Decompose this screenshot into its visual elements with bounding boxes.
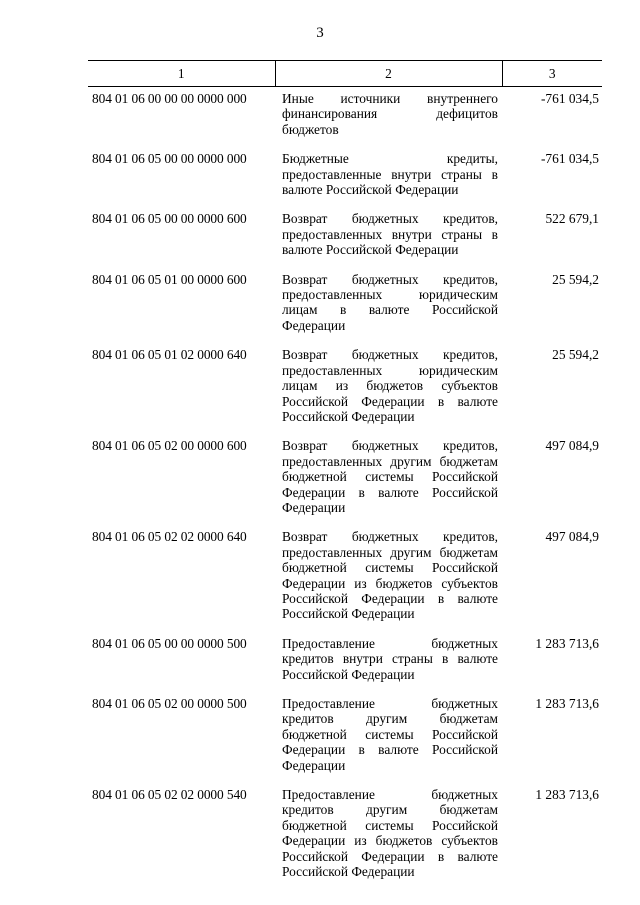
table-row xyxy=(88,693,602,784)
row-name: Возврат бюджетных кредитов, предоставленных юридическим лицам из бюджетов субъектов Российской Федерации в валюте Российской Федерации xyxy=(282,347,498,424)
row-code: 804 01 06 05 02 00 0000 600 xyxy=(92,438,247,454)
row-name: Предоставление бюджетных кредитов внутри страны в валюте Российской Федерации xyxy=(282,635,498,682)
row-amount: 522 679,1 xyxy=(545,211,599,227)
table-row xyxy=(88,784,602,890)
row-amount: 1 283 713,6 xyxy=(535,696,599,711)
row-amount: 1 283 713,6 xyxy=(535,787,599,803)
sources-table xyxy=(88,60,602,890)
table-row xyxy=(88,344,602,435)
header-code: 1 xyxy=(88,61,275,87)
row-code: 804 01 06 05 00 00 0000 500 xyxy=(92,635,247,651)
table-row xyxy=(88,435,602,526)
row-amount: 25 594,2 xyxy=(552,271,599,287)
row-code: 804 01 06 05 02 02 0000 540 xyxy=(92,787,247,803)
table-row xyxy=(88,148,602,208)
row-name: Предоставление бюджетных кредитов другим бюджетам бюджетной системы Российской Федерации в валюте Российской Федерации xyxy=(282,696,498,773)
header-name: 2 xyxy=(275,61,502,87)
row-amount: 25 594,2 xyxy=(552,347,599,363)
table-row xyxy=(88,633,602,693)
table-row xyxy=(88,87,602,149)
header-amount: 3 xyxy=(502,61,602,87)
page-number: 3 xyxy=(316,25,324,41)
row-code: 804 01 06 05 02 00 0000 500 xyxy=(92,696,247,711)
row-amount: 497 084,9 xyxy=(545,438,599,454)
row-name: Иные источники внутреннего финансирования дефицитов бюджетов xyxy=(282,91,498,137)
row-code: 804 01 06 00 00 00 0000 000 xyxy=(92,91,247,106)
table-row xyxy=(88,208,602,268)
row-code: 804 01 06 05 01 00 0000 600 xyxy=(92,271,247,287)
row-name: Возврат бюджетных кредитов, предоставленных другим бюджетам бюджетной системы Российской Федерации в валюте Российской Федерации xyxy=(282,438,498,515)
row-code: 804 01 06 05 02 02 0000 640 xyxy=(92,529,247,545)
row-name: Возврат бюджетных кредитов, предоставленных внутри страны в валюте Российской Федерации xyxy=(282,211,498,258)
row-amount: 1 283 713,6 xyxy=(535,635,599,651)
row-amount: 497 084,9 xyxy=(545,529,599,545)
row-code: 804 01 06 05 00 00 0000 000 xyxy=(92,151,247,167)
table-row xyxy=(88,269,602,345)
table-header xyxy=(88,61,602,87)
row-name: Бюджетные кредиты, предоставленные внутри страны в валюте Российской Федерации xyxy=(282,151,498,198)
row-name: Возврат бюджетных кредитов, предоставленных юридическим лицам в валюте Российской Федерации xyxy=(282,271,498,333)
row-code: 804 01 06 05 01 02 0000 640 xyxy=(92,347,247,363)
table-row xyxy=(88,526,602,632)
row-amount: -761 034,5 xyxy=(540,91,599,106)
row-name: Предоставление бюджетных кредитов другим бюджетам бюджетной системы Российской Федерации из бюджетов субъектов Российской Федерации в валюте Российской Федерации xyxy=(282,787,498,880)
row-name: Возврат бюджетных кредитов, предоставленных другим бюджетам бюджетной системы Российской Федерации из бюджетов субъектов Российской Федерации в валюте Российской Федерации xyxy=(282,529,498,622)
row-code: 804 01 06 05 00 00 0000 600 xyxy=(92,211,247,227)
header-row xyxy=(88,61,602,87)
row-amount: -761 034,5 xyxy=(540,151,599,167)
table-body xyxy=(88,87,602,891)
